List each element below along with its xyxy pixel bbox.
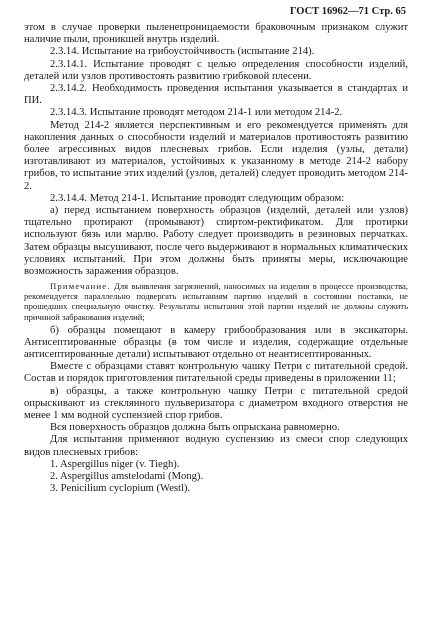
control-dish-paragraph: Вместе с образцами ставят контрольную чашку Петри с питательной средой. Состав и порядок приготовления питательной среды приведены в приложении 11; bbox=[24, 361, 408, 385]
item-v: в) образцы, а также контрольную чашку Петри с питательной средой опрыскивают из стеклянного пульверизатора с диаметром входного отверстия не менее 1 мм водной суспензией спор грибов. bbox=[24, 385, 408, 422]
page-header: ГОСТ 16962—71 Стр. 65 bbox=[289, 6, 406, 17]
method-214-2-paragraph: Метод 214-2 является перспективным и его рекомендуется применять для накопления данных о способности изделий и материалов противостоять развитию более агрессивных видов плесневых грибов. Если изделия (узлы, детали) изготавливают из материалов, устойчивых к указанному в методе 214-2 набору грибов, то испытание этих изделий (узлов, деталей) следует проводить методом 214-2. bbox=[24, 119, 408, 192]
document-body bbox=[24, 22, 408, 495]
uniform-spray-paragraph: Вся поверхность образцов должна быть опрыскана равномерно. bbox=[50, 422, 340, 434]
section-2-3-14-heading: 2.3.14. Испытание на грибоустойчивость (испытание 214). bbox=[50, 46, 315, 58]
paragraph-continuation: этом в случае проверки пыленепроницаемости браковочным признаком служит наличие пыли, проникшей внутрь изделий. bbox=[24, 22, 408, 46]
item-b: б) образцы помещают в камеру грибообразования или в эксикаторы. Антисептированные образцы (в том числе и изделия, содержащие отдельные антисептированные детали) испытывают отдельно от неантисептированных. bbox=[24, 324, 408, 361]
item-a: а) перед испытанием поверхность образцов (изделий, деталей или узлов) тщательно протирают (промывают) спиртом-ректификатом. Для протирки используют бязь или марлю. Работу следует производить в резиновых перчатках. Затем образцы высушивают, после чего выдерживают в нормальных климатических условиях испытаний. При этом должны быть приняты меры, исключающие возможность заражения образцов. bbox=[24, 205, 408, 278]
note bbox=[24, 281, 408, 321]
section-2-3-14-1: 2.3.14.1. Испытание проводят с целью определения способности изделий, деталей или узлов противостоять развитию грибковой плесени. bbox=[24, 58, 408, 82]
species-item-3: 3. Penicilium cyclopium (Westl). bbox=[50, 483, 191, 495]
suspension-paragraph: Для испытания применяют водную суспензию из смеси спор следующих видов плесневых грибов: bbox=[24, 434, 408, 458]
species-item-1: 1. Aspergillus niger (v. Tiegh). bbox=[50, 458, 180, 470]
section-2-3-14-2: 2.3.14.2. Необходимость проведения испытания указывается в стандартах и ПИ. bbox=[24, 83, 408, 107]
section-2-3-14-4: 2.3.14.4. Метод 214-1. Испытание проводят следующим образом: bbox=[50, 192, 345, 204]
section-2-3-14-3: 2.3.14.3. Испытание проводят методом 214-1 или методом 214-2. bbox=[50, 107, 343, 119]
note-label: Примечание. bbox=[50, 281, 111, 292]
note-text: Для выявления загрязнений, наносимых на изделия в процессе производства, рекомендуется параллельно подвергать испытаниям партию изделий в состоянии поставки, не прошедших специальную очистку. Результаты испытания этой партии изделий не должны служить причиной забракования изделий; bbox=[24, 281, 408, 322]
species-item-2: 2. Aspergillus amstelodami (Mong). bbox=[50, 471, 204, 483]
